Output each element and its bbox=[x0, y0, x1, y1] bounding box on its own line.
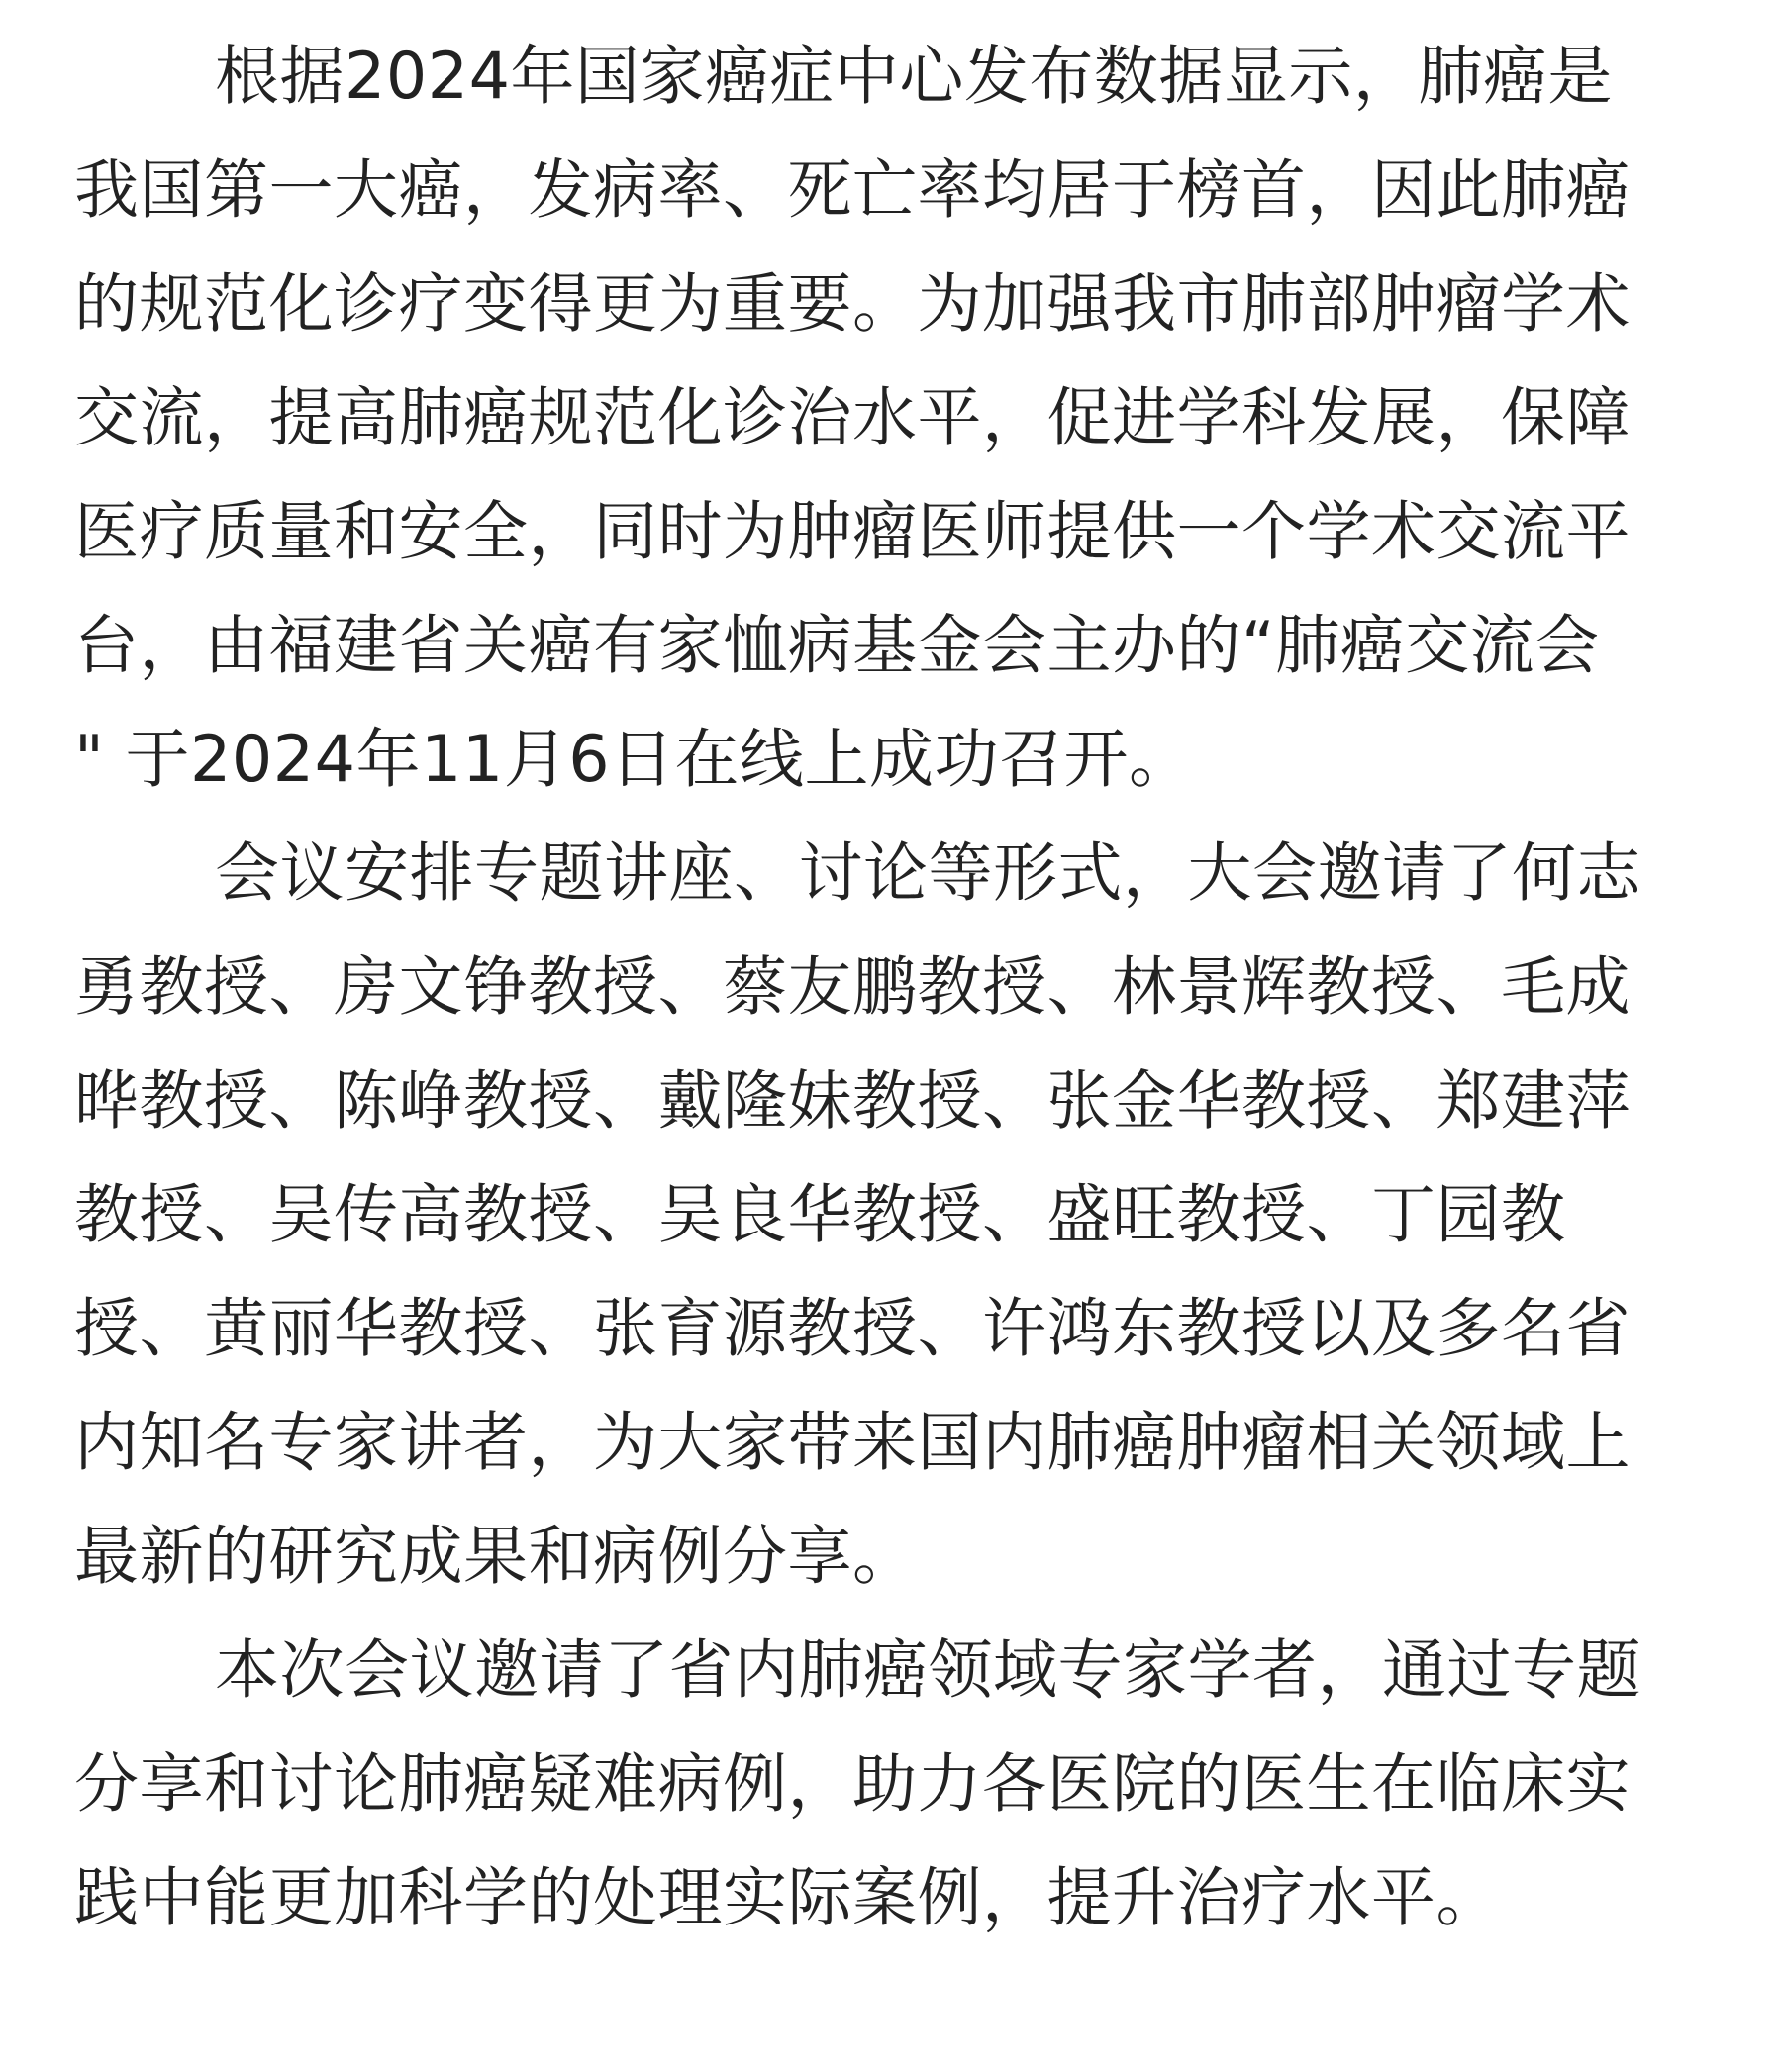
paragraph-line: 台，由福建省关癌有家恤病基金会主办的“肺癌交流会 bbox=[74, 609, 1600, 683]
paragraph-line: 的规范化诊疗变得更为重要。为加强我市肺部肿瘤学术 bbox=[74, 267, 1632, 342]
paragraph-line: " 于2024年11月6日在线上成功召开。 bbox=[74, 723, 1194, 797]
paragraph-line: 最新的研究成果和病例分享。 bbox=[74, 1520, 918, 1594]
paragraph-line: 晔教授、陈峥教授、戴隆妹教授、张金华教授、郑建萍 bbox=[74, 1064, 1632, 1138]
paragraph-line: 践中能更加科学的处理实际案例，提升治疗水平。 bbox=[74, 1861, 1502, 1935]
paragraph-line: 医疗质量和安全，同时为肿瘤医师提供一个学术交流平 bbox=[74, 495, 1632, 569]
paragraph-line: 教授、吴传高教授、吴良华教授、盛旺教授、丁园教 bbox=[74, 1178, 1566, 1252]
paragraph-1 bbox=[74, 20, 1708, 817]
paragraph-2 bbox=[74, 817, 1708, 1614]
paragraph-line: 会议安排专题讲座、讨论等形式，大会邀请了何志 bbox=[215, 837, 1642, 911]
article-body bbox=[74, 20, 1708, 1955]
paragraph-line: 授、黄丽华教授、张育源教授、许鸿东教授以及多名省 bbox=[74, 1292, 1632, 1366]
paragraph-line: 根据2024年国家癌症中心发布数据显示，肺癌是 bbox=[215, 40, 1613, 114]
paragraph-line: 交流，提高肺癌规范化诊治水平，促进学科发展，保障 bbox=[74, 381, 1632, 455]
paragraph-3 bbox=[74, 1614, 1708, 1955]
paragraph-line: 勇教授、房文铮教授、蔡友鹏教授、林景辉教授、毛成 bbox=[74, 950, 1632, 1025]
paragraph-line: 分享和讨论肺癌疑难病例，助力各医院的医生在临床实 bbox=[74, 1747, 1632, 1822]
paragraph-line: 我国第一大癌，发病率、死亡率均居于榜首，因此肺癌 bbox=[74, 153, 1632, 228]
paragraph-line: 本次会议邀请了省内肺癌领域专家学者，通过专题 bbox=[215, 1633, 1642, 1708]
paragraph-line: 内知名专家讲者，为大家带来国内肺癌肿瘤相关领域上 bbox=[74, 1406, 1632, 1480]
